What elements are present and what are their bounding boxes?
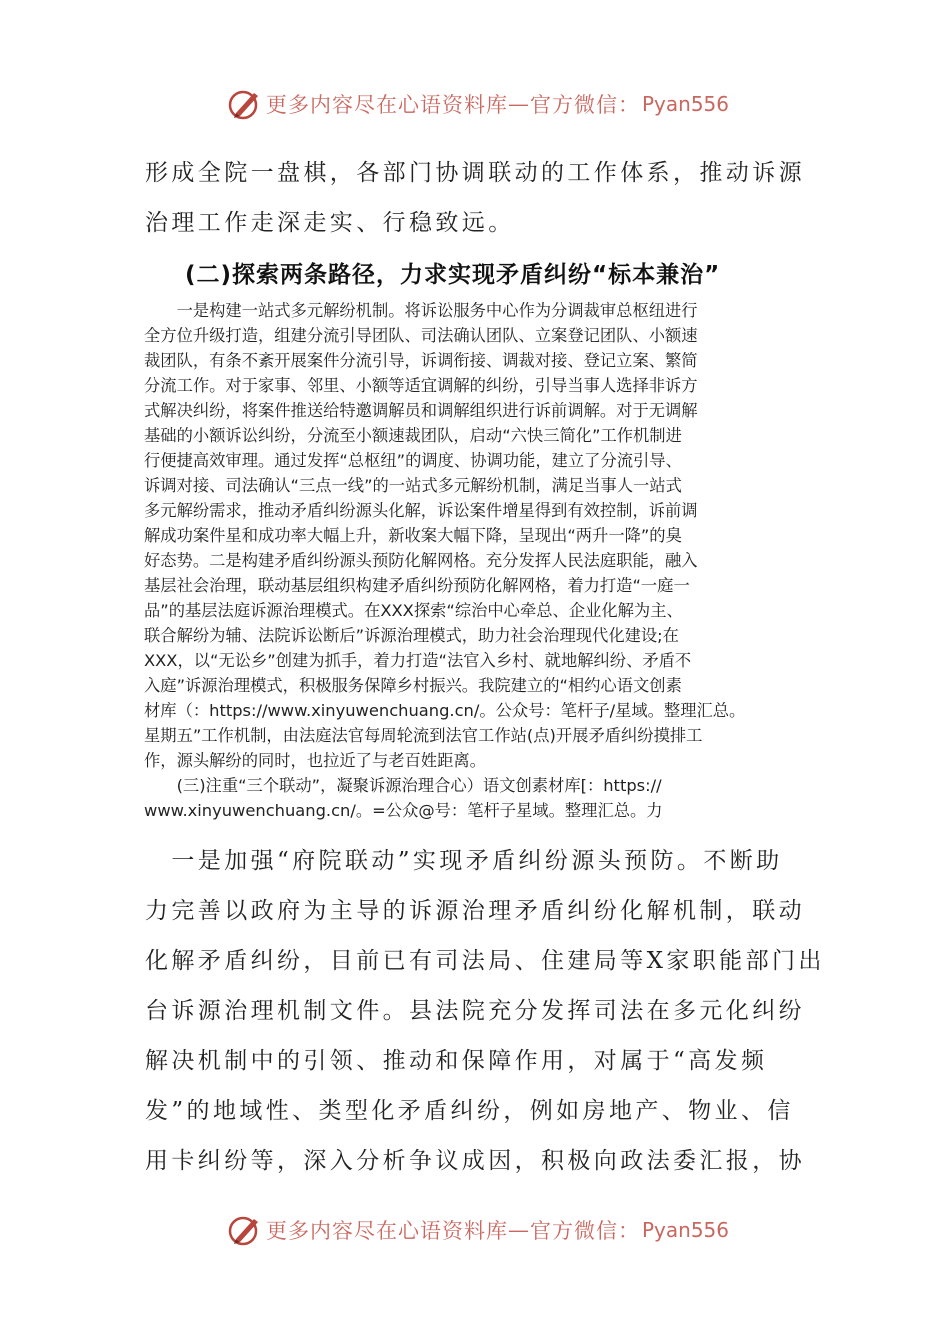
- paragraph-line: 多元解纷需求，推动矛盾纠纷源头化解，诉讼案件增星得到有效控制，诉前调: [144, 501, 698, 520]
- body-line: 发”的地域性、类型化矛盾纠纷，例如房地产、物业、信: [145, 1098, 794, 1124]
- body-line: 用卡纠纷等，深入分析争议成因，积极向政法委汇报，协: [145, 1148, 805, 1174]
- paragraph-line: 品”的基层法庭诉源治理模式。在XXX探索“综治中心牵总、企业化解为主、: [144, 601, 683, 620]
- paragraph-line: 联合解纷为辅、法院诉讼断后”诉源治理模式，助力社会治理现代化建设;在: [144, 626, 679, 645]
- paragraph-line: 一是构建一站式多元解纷机制。将诉讼服务中心作为分调裁审总枢纽进行: [144, 301, 698, 320]
- header-banner: [228, 84, 729, 124]
- paragraph-line: 解成功案件星和成功率大幅上升，新收案大幅下降，呈现出“两升一降”的臭: [144, 526, 682, 545]
- banner-text: 更多内容尽在心语资料库: [266, 1219, 508, 1243]
- paragraph-line: 全方位升级打造，组建分流引导团队、司法确认团队、立案登记团队、小额速: [144, 326, 698, 345]
- body-line: 解决机制中的引领、推动和保障作用，对属于“高发频: [145, 1048, 768, 1074]
- banner-wechat-id: Pyan556: [642, 1218, 730, 1242]
- section-paragraph: [144, 298, 816, 823]
- pen-logo-icon: [228, 87, 262, 121]
- paragraph-line: 基层社会治理，联动基层组织构建矛盾纠纷预防化解网格，着力打造“一庭一: [144, 576, 690, 595]
- banner-label: 官方微信：: [530, 93, 640, 117]
- banner-label: 官方微信：: [530, 1219, 640, 1243]
- paragraph-line: 材库（：https://www.xinyuwenchuang.cn/。公众号：笔杆子/星域。整理汇总。: [144, 701, 746, 720]
- paragraph-line: 入庭”诉源治理模式，积极服务保障乡村振兴。我院建立的“相约心语文创素: [144, 676, 682, 695]
- paragraph-line: 分流工作。对于家事、邻里、小额等适宜调解的纠纷，引导当事人选择非诉方: [144, 376, 698, 395]
- intro-line: 形成全院一盘棋，各部门协调联动的工作体系，推动诉源: [145, 160, 805, 186]
- banner-text: 更多内容尽在心语资料库: [266, 93, 508, 117]
- paragraph-line: 星期五”工作机制，由法庭法官每周轮流到法官工作站(点)开展矛盾纠纷摸排工: [144, 726, 703, 745]
- pen-logo-icon: [228, 1213, 262, 1247]
- body-line: 台诉源治理机制文件。县法院充分发挥司法在多元化纠纷: [145, 998, 805, 1024]
- section-heading: (二)探索两条路径，力求实现矛盾纠纷“标本兼治”: [185, 262, 721, 288]
- banner-dash: —: [508, 1218, 530, 1242]
- paragraph-line: (三)注重“三个联动”，凝聚诉源治理合心）语文创素材库[：https://: [144, 776, 662, 795]
- footer-banner: [228, 1210, 729, 1250]
- banner-dash: —: [508, 92, 530, 116]
- paragraph-line: 基础的小额诉讼纠纷，分流至小额速裁团队，启动“六快三简化”工作机制进: [144, 426, 682, 445]
- banner-wechat-id: Pyan556: [642, 92, 730, 116]
- paragraph-line: 诉调对接、司法确认“三点一线”的一站式多元解纷机制，满足当事人一站式: [144, 476, 682, 495]
- body-line: 一是加强“府院联动”实现矛盾纠纷源头预防。不断助: [145, 848, 783, 874]
- paragraph-line: XXX，以“无讼乡”创建为抓手，着力打造“法官入乡村、就地解纠纷、矛盾不: [144, 651, 692, 670]
- paragraph-line: 裁团队，有条不紊开展案件分流引导，诉调衔接、调裁对接、登记立案、繁简: [144, 351, 698, 370]
- paragraph-line: www.xinyuwenchuang.cn/。=公众@号：笔杆子星域。整理汇总。力: [144, 801, 663, 820]
- body-line: 化解矛盾纠纷，目前已有司法局、住建局等X家职能部门出: [145, 948, 825, 974]
- paragraph-line: 式解决纠纷，将案件推送给特邀调解员和调解组织进行诉前调解。对于无调解: [144, 401, 698, 420]
- intro-line: 治理工作走深走实、行稳致远。: [145, 210, 515, 236]
- paragraph-line: 作，源头解纷的同时，也拉近了与老百姓距离。: [144, 751, 486, 770]
- paragraph-line: 行便捷高效审理。通过发挥“总枢纽”的调度、协调功能，建立了分流引导、: [144, 451, 682, 470]
- paragraph-line: 好态势。二是构建矛盾纠纷源头预防化解网格。充分发挥人民法庭职能，融入: [144, 551, 698, 570]
- body-line: 力完善以政府为主导的诉源治理矛盾纠纷化解机制，联动: [145, 898, 805, 924]
